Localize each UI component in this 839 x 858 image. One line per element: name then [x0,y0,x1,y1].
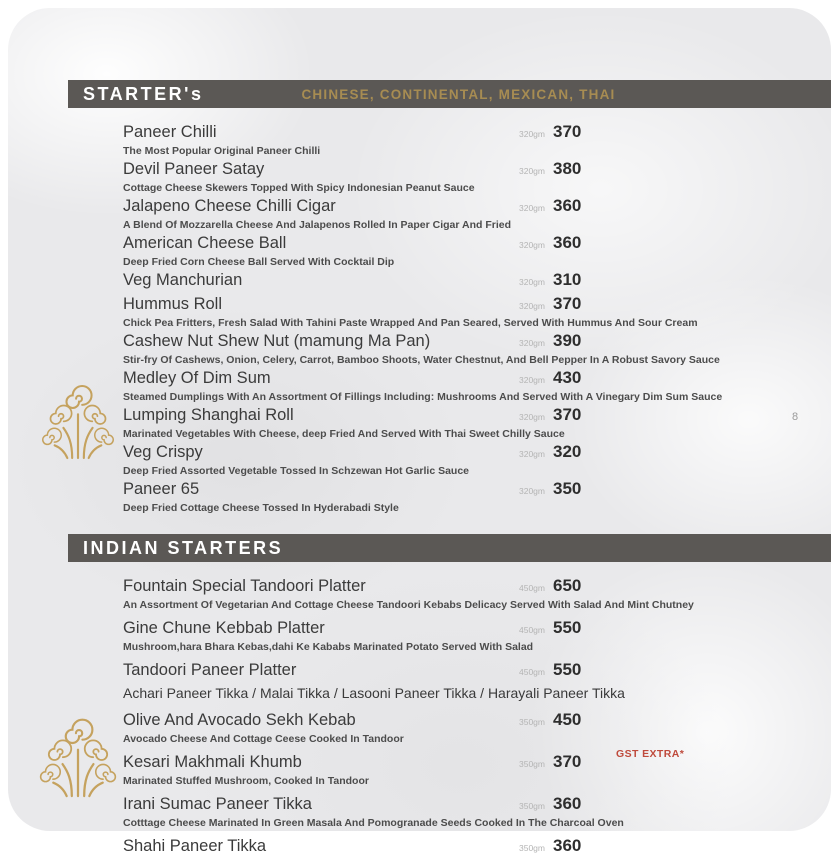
item-description: The Most Popular Original Paneer Chilli [123,145,321,157]
item-weight: 350gm [519,717,545,727]
item-row [123,368,595,390]
item-price: 370 [553,752,582,771]
item-row [123,794,595,816]
item-name: Tandoori Paneer Platter [123,661,297,679]
item-name: Kesari Makhmali Khumb [123,753,302,771]
item-row [123,196,595,218]
item-weight: 320gm [519,338,545,348]
menu-item [123,196,773,231]
menu-item [123,331,773,366]
item-description: Chick Pea Fritters, Fresh Salad With Tahini Paste Wrapped And Pan Seared, Served With Hummus And Sour Cream [123,317,698,329]
item-name: Paneer 65 [123,480,200,498]
item-name: Irani Sumac Paneer Tikka [123,795,312,813]
item-description: Deep Fried Cottage Cheese Tossed In Hyderabadi Style [123,502,399,514]
item-description: A Blend Of Mozzarella Cheese And Jalapenos Rolled In Paper Cigar And Fried [123,219,511,231]
menu-item [123,479,773,514]
item-weight: 320gm [519,277,545,287]
item-weight: 350gm [519,843,545,853]
item-row [123,159,595,181]
item-price: 370 [553,294,582,313]
item-description: Avocado Cheese And Cottage Ceese Cooked In Tandoor [123,733,404,745]
item-row [123,294,595,316]
item-weight: 450gm [519,667,545,677]
menu-item [123,405,773,440]
item-name: Cashew Nut Shew Nut (mamung Ma Pan) [123,332,431,350]
item-weight: 320gm [519,166,545,176]
item-weight: 320gm [519,203,545,213]
item-name: Gine Chune Kebbab Platter [123,619,325,637]
menu-item [123,294,773,329]
page-number: 8 [792,411,799,423]
menu-item [123,836,773,858]
menu-section [8,534,831,858]
item-row [123,836,595,858]
item-name: Lumping Shanghai Roll [123,406,294,424]
item-price: 390 [553,331,582,350]
menu-item [123,794,773,829]
item-price: 430 [553,368,582,387]
item-name: Devil Paneer Satay [123,160,265,178]
item-price: 360 [553,233,582,252]
item-name: Paneer Chilli [123,123,217,141]
menu-item [123,710,773,745]
item-description: Mushroom,hara Bhara Kebas,dahi Ke Kababs Marinated Potato Served With Salad [123,641,534,653]
section-header [68,80,831,108]
item-weight: 450gm [519,583,545,593]
section-subtitle: CHINESE, CONTINENTAL, MEXICAN, THAI [301,86,616,102]
menu-section [8,80,831,514]
item-name: Olive And Avocado Sekh Kebab [123,711,356,729]
item-row [123,331,595,353]
item-row [123,752,595,774]
item-name: Shahi Paneer Tikka [123,837,267,855]
item-price: 320 [553,442,582,461]
item-price: 550 [553,660,582,679]
section-title: STARTER's [83,83,204,104]
item-row [123,442,595,464]
item-description: Cottage Cheese Skewers Topped With Spicy Indonesian Peanut Sauce [123,182,475,194]
item-name: Veg Manchurian [123,271,243,289]
item-weight: 320gm [519,129,545,139]
item-weight: 450gm [519,625,545,635]
item-description: An Assortment Of Vegetarian And Cottage Cheese Tandoori Kebabs Delicacy Served With Salad And Mint Chutney [123,599,694,611]
item-name: American Cheese Ball [123,234,287,252]
item-weight: 320gm [519,375,545,385]
item-weight: 320gm [519,240,545,250]
item-name: Veg Crispy [123,443,203,461]
item-weight: 350gm [519,759,545,769]
section-title: INDIAN STARTERS [83,537,284,558]
item-price: 380 [553,159,582,178]
item-price: 360 [553,836,582,855]
item-price: 370 [553,405,582,424]
item-name: Medley Of Dim Sum [123,369,271,387]
item-price: 450 [553,710,582,729]
item-price: 550 [553,618,582,637]
item-row [123,405,595,427]
item-price: 650 [553,576,582,595]
item-row [123,122,595,144]
gold-swirl-ornament [44,722,112,798]
menu-item [123,442,773,477]
item-name: Fountain Special Tandoori Platter [123,577,366,595]
item-description: Achari Paneer Tikka / Malai Tikka / Lasooni Paneer Tikka / Harayali Paneer Tikka [123,685,625,701]
menu-item [123,368,773,403]
menu-sections [8,80,831,858]
item-description: Marinated Stuffed Mushroom, Cooked In Tandoor [123,775,369,787]
item-description: Deep Fried Assorted Vegetable Tossed In Schzewan Hot Garlic Sauce [123,465,470,477]
item-price: 370 [553,122,582,141]
item-weight: 320gm [519,412,545,422]
section-items [8,562,831,858]
item-description: Marinated Vegetables With Cheese, deep Fried And Served With Thai Sweet Chilly Sauce [123,428,565,440]
menu-item [123,159,773,194]
section-header [68,534,831,562]
item-row [123,576,595,598]
item-name: Jalapeno Cheese Chilli Cigar [123,197,336,215]
item-price: 360 [553,794,582,813]
item-row [123,660,595,682]
section-items [8,108,831,514]
item-price: 360 [553,196,582,215]
menu-card [8,8,831,855]
gst-note: GST EXTRA* [616,748,685,760]
gold-swirl-ornament [44,390,112,458]
item-weight: 320gm [519,449,545,459]
menu-item [123,576,773,611]
item-description: Stir-fry Of Cashews, Onion, Celery, Carrot, Bamboo Shoots, Water Chestnut, And Bell Pepper In A Robust Savory Sauce [123,354,720,366]
menu-item [123,270,773,292]
menu-item [123,122,773,157]
item-description: Deep Fried Corn Cheese Ball Served With Cocktail Dip [123,256,395,268]
item-weight: 350gm [519,801,545,811]
menu-item [123,233,773,268]
item-weight: 320gm [519,486,545,496]
item-row [123,618,595,640]
item-description: Cotttage Cheese Marinated In Green Masala And Pomogranade Seeds Cooked In The Charcoal Oven [123,817,624,829]
item-weight: 320gm [519,301,545,311]
item-price: 310 [553,270,582,289]
item-row [123,710,595,732]
item-row [123,479,595,501]
item-row [123,233,595,255]
menu-item [123,618,773,653]
item-description: Steamed Dumplings With An Assortment Of Fillings Including: Mushrooms And Served With A Vinegary Dim Sum Sauce [123,391,723,403]
item-price: 350 [553,479,582,498]
item-row [123,270,595,292]
item-name: Hummus Roll [123,295,223,313]
menu-item [123,660,773,703]
